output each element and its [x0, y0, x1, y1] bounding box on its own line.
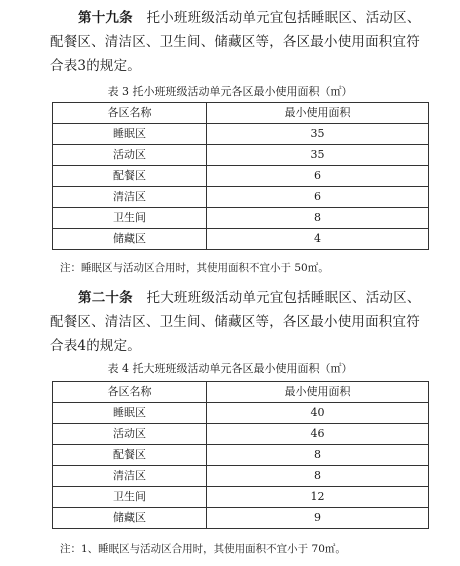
column-header-area-name: 各区名称: [53, 382, 207, 403]
min-area-cell: 8: [207, 445, 429, 466]
column-header-min-area: 最小使用面积: [207, 103, 429, 124]
min-area-cell: 12: [207, 487, 429, 508]
min-area-cell: 9: [207, 508, 429, 529]
area-name-cell: 配餐区: [53, 445, 207, 466]
table-header-row: [53, 103, 429, 124]
area-name-cell: 活动区: [53, 145, 207, 166]
table-row: [53, 145, 429, 166]
table-row: [53, 466, 429, 487]
table-row: [53, 124, 429, 145]
article-19-paragraph: [50, 6, 430, 78]
area-name-cell: 睡眠区: [53, 124, 207, 145]
table-row: [53, 424, 429, 445]
column-header-min-area: 最小使用面积: [207, 382, 429, 403]
area-name-cell: 配餐区: [53, 166, 207, 187]
area-name-cell: 储藏区: [53, 229, 207, 250]
min-area-cell: 8: [207, 466, 429, 487]
table-3-note: 注：睡眠区与活动区合用时，其使用面积不宜小于 50㎡。: [60, 262, 329, 274]
area-name-cell: 清洁区: [53, 466, 207, 487]
table-row: [53, 403, 429, 424]
min-area-cell: 8: [207, 208, 429, 229]
article-19-text: 托小班班级活动单元宜包括睡眠区、活动区、配餐区、清洁区、卫生间、储藏区等，各区最小使用面积宜符合表3的规定。: [50, 10, 421, 74]
table-row: [53, 229, 429, 250]
area-name-cell: 储藏区: [53, 508, 207, 529]
min-area-cell: 35: [207, 145, 429, 166]
area-name-cell: 卫生间: [53, 487, 207, 508]
table-row: [53, 187, 429, 208]
area-name-cell: 睡眠区: [53, 403, 207, 424]
table-4-note: 注：1、睡眠区与活动区合用时，其使用面积不宜小于 70㎡。: [60, 543, 346, 555]
table-row: [53, 508, 429, 529]
min-area-cell: 46: [207, 424, 429, 445]
area-name-cell: 清洁区: [53, 187, 207, 208]
min-area-cell: 40: [207, 403, 429, 424]
area-name-cell: 活动区: [53, 424, 207, 445]
article-20-text: 托大班班级活动单元宜包括睡眠区、活动区、配餐区、清洁区、卫生间、储藏区等，各区最小使用面积宜符合表4的规定。: [50, 290, 421, 354]
min-area-cell: 4: [207, 229, 429, 250]
min-area-cell: 6: [207, 166, 429, 187]
table-row: [53, 166, 429, 187]
area-name-cell: 卫生间: [53, 208, 207, 229]
table-row: [53, 208, 429, 229]
table-header-row: [53, 382, 429, 403]
table-3-caption: 表 3 托小班班级活动单元各区最小使用面积（㎡）: [107, 85, 353, 98]
table-row: [53, 487, 429, 508]
article-19-lead: 第十九条: [78, 10, 133, 26]
table-row: [53, 445, 429, 466]
column-header-area-name: 各区名称: [53, 103, 207, 124]
table-4-caption: 表 4 托大班班级活动单元各区最小使用面积（㎡）: [107, 362, 353, 375]
table-3: [52, 102, 429, 250]
table-4: [52, 381, 429, 529]
article-20-lead: 第二十条: [78, 290, 133, 306]
article-20-paragraph: [50, 286, 430, 358]
min-area-cell: 35: [207, 124, 429, 145]
min-area-cell: 6: [207, 187, 429, 208]
